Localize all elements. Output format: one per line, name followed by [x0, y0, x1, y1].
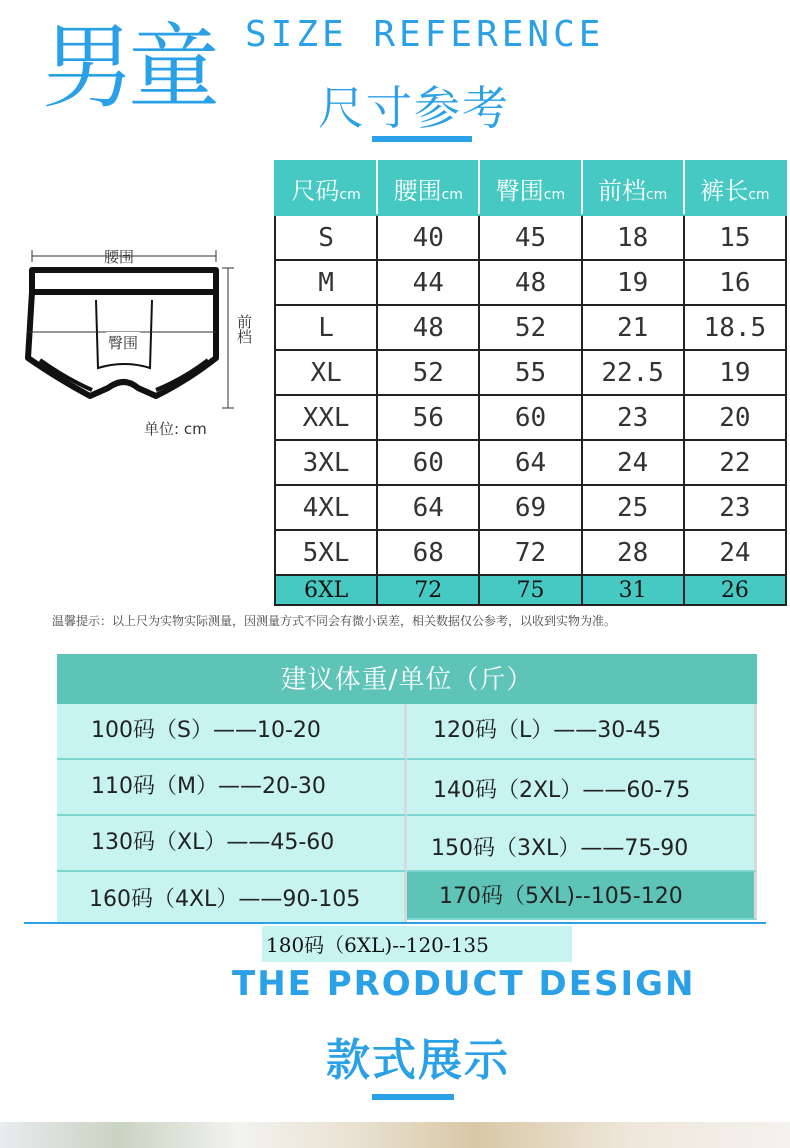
size-table: [274, 160, 787, 606]
cell: 6XL: [275, 575, 377, 605]
cell: 44: [377, 260, 479, 305]
rise-label: 前档: [235, 314, 253, 344]
cell: 72: [479, 530, 581, 575]
cell: 52: [479, 305, 581, 350]
weight-cell-highlight: 170码（5XL)--105-120: [407, 872, 757, 920]
cell: 25: [582, 485, 684, 530]
cell: 64: [377, 485, 479, 530]
cell: 31: [582, 575, 684, 605]
cell: 48: [479, 260, 581, 305]
cell: 26: [684, 575, 786, 605]
header-rise: 前档cm: [582, 161, 684, 215]
header-length: 裤长cm: [684, 161, 786, 215]
header-hip: 臀围cm: [479, 161, 581, 215]
cell: 60: [377, 440, 479, 485]
cell: 22.5: [582, 350, 684, 395]
cell: 3XL: [275, 440, 377, 485]
top-cut-decoration: [248, 0, 578, 4]
cell: 5XL: [275, 530, 377, 575]
cell: M: [275, 260, 377, 305]
cell: 48: [377, 305, 479, 350]
cell: 24: [582, 440, 684, 485]
cell: 20: [684, 395, 786, 440]
hip-label: 臀围: [108, 334, 139, 352]
cell: L: [275, 305, 377, 350]
cell: 23: [684, 485, 786, 530]
cell: 16: [684, 260, 786, 305]
weight-table-title: 建议体重/单位（斤）: [57, 654, 757, 704]
cell: 40: [377, 215, 479, 260]
cell: 75: [479, 575, 581, 605]
measurement-note: 温馨提示：以上尺为实物实际测量，因测量方式不同会有微小误差，相关数据仅公参考，以收到实物为准。: [52, 614, 617, 628]
product-design-cn-heading: 款式展示: [326, 1035, 510, 1086]
heading-underline: [372, 136, 472, 142]
waist-label: 腰围: [104, 248, 135, 266]
weight-cell: 150码（3XL）——75-90: [407, 816, 757, 872]
size-reference-heading: SIZE REFERENCE: [245, 14, 605, 55]
size-table-header-row: [275, 161, 786, 215]
cell: 4XL: [275, 485, 377, 530]
weight-cell: 110码（M）——20-30: [57, 760, 407, 816]
table-row: [275, 485, 786, 530]
product-design-heading: THE PRODUCT DESIGN: [232, 964, 696, 1004]
cell: 68: [377, 530, 479, 575]
cell: S: [275, 215, 377, 260]
cell: 45: [479, 215, 581, 260]
weight-cell: 140码（2XL）——60-75: [407, 760, 757, 816]
cell: 15: [684, 215, 786, 260]
product-photo-strip: [0, 1122, 790, 1148]
cell: 23: [582, 395, 684, 440]
divider-line: [24, 922, 766, 924]
cell: 18: [582, 215, 684, 260]
page-title: 男童: [42, 14, 215, 121]
table-row: [275, 305, 786, 350]
cell: 21: [582, 305, 684, 350]
cell: 22: [684, 440, 786, 485]
weight-cell: 120码（L）——30-45: [407, 704, 757, 760]
size-reference-cn-heading: 尺寸参考: [318, 81, 510, 135]
footer-underline: [372, 1094, 454, 1100]
weight-cell: 130码（XL）——45-60: [57, 816, 407, 872]
cell: 72: [377, 575, 479, 605]
header-size: 尺码cm: [275, 161, 377, 215]
weight-extra-row: 180码（6XL)--120-135: [262, 926, 572, 962]
cell: 60: [479, 395, 581, 440]
cell: XL: [275, 350, 377, 395]
shorts-diagram: [20, 240, 253, 440]
table-row: [275, 395, 786, 440]
weight-cell: 100码（S）——10-20: [57, 704, 407, 760]
cell: 28: [582, 530, 684, 575]
table-row: [275, 260, 786, 305]
cell: 64: [479, 440, 581, 485]
table-row: [275, 530, 786, 575]
table-row: [275, 440, 786, 485]
cell: 55: [479, 350, 581, 395]
table-row: [275, 350, 786, 395]
table-row: [275, 215, 786, 260]
cell: 24: [684, 530, 786, 575]
cell: XXL: [275, 395, 377, 440]
table-row-highlight: [275, 575, 786, 605]
unit-label: 单位: cm: [144, 420, 207, 438]
cell: 19: [684, 350, 786, 395]
cell: 19: [582, 260, 684, 305]
weight-cell: 160码（4XL）——90-105: [57, 872, 407, 924]
cell: 18.5: [684, 305, 786, 350]
cell: 56: [377, 395, 479, 440]
cell: 52: [377, 350, 479, 395]
cell: 69: [479, 485, 581, 530]
header-waist: 腰围cm: [377, 161, 479, 215]
